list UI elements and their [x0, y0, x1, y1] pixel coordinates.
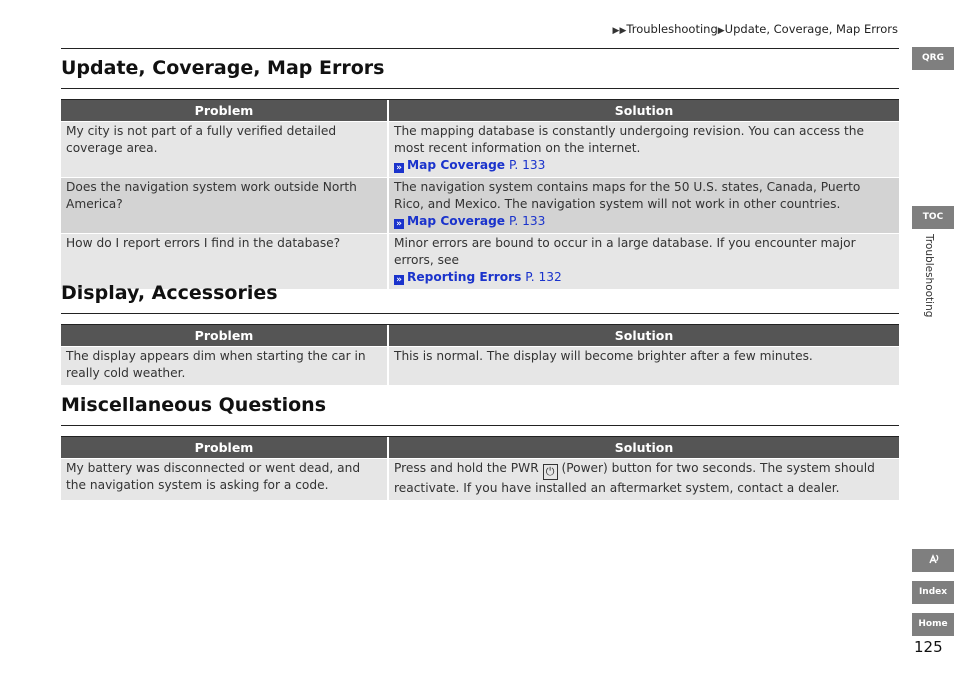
troubleshooting-table [61, 437, 899, 500]
solution-cell: Press and hold the PWR ⏻ (Power) button for two seconds. The system should reactivate. If you have installed an aftermarket system, contact a dealer. [388, 459, 899, 501]
problem-cell: Does the navigation system work outside North America? [61, 178, 388, 234]
problem-cell: My battery was disconnected or went dead, and the navigation system is asking for a code. [61, 459, 388, 501]
table-row [61, 122, 899, 178]
qrg-button[interactable]: QRG [912, 47, 954, 70]
troubleshooting-table [61, 100, 899, 289]
section-display-accessories [61, 274, 899, 385]
table-row [61, 459, 899, 501]
column-header-solution: Solution [388, 437, 899, 459]
home-button[interactable]: Home [912, 613, 954, 636]
reference-arrow-icon: » [394, 275, 404, 285]
index-button[interactable]: Index [912, 581, 954, 604]
column-header-problem: Problem [61, 437, 388, 459]
solution-cell: This is normal. The display will become brighter after a few minutes. [388, 347, 899, 386]
section-title: Update, Coverage, Map Errors [61, 49, 899, 89]
column-header-problem: Problem [61, 100, 388, 122]
toc-button[interactable]: TOC [912, 206, 954, 229]
table-row [61, 347, 899, 386]
chapter-label: Troubleshooting [923, 234, 935, 318]
page-number: 125 [914, 638, 943, 656]
solution-text: Minor errors are bound to occur in a large database. If you encounter major errors, see [394, 236, 856, 267]
breadcrumb-current: Update, Coverage, Map Errors [724, 22, 898, 36]
section-update-coverage [61, 48, 899, 289]
reference-arrow-icon: » [394, 219, 404, 229]
solution-cell [388, 122, 899, 178]
reference-arrow-icon: » [394, 163, 404, 173]
problem-cell: The display appears dim when starting the car in really cold weather. [61, 347, 388, 386]
problem-cell: My city is not part of a fully verified detailed coverage area. [61, 122, 388, 178]
reporting-errors-link[interactable]: » Reporting Errors P. 132 [394, 270, 562, 284]
power-icon: ⏻ [543, 464, 558, 480]
solution-text: The mapping database is constantly undergoing revision. You can access the most recent information on the internet. [394, 124, 865, 155]
solution-cell [388, 178, 899, 234]
column-header-solution: Solution [388, 100, 899, 122]
column-header-problem: Problem [61, 325, 388, 347]
triangle-right-icon: ▶▶ [612, 26, 627, 36]
triangle-right-icon: ▶ [717, 26, 725, 36]
troubleshooting-table [61, 325, 899, 385]
solution-text: The navigation system contains maps for the 50 U.S. states, Canada, Puerto Rico, and Mexico. The navigation system will not work in other countries. [394, 180, 861, 211]
section-miscellaneous [61, 386, 899, 500]
table-row [61, 178, 899, 234]
voice-command-icon [925, 552, 941, 568]
breadcrumb-parent[interactable]: Troubleshooting [626, 22, 718, 36]
column-header-solution: Solution [388, 325, 899, 347]
problem-cell: How do I report errors I find in the database? [61, 234, 388, 290]
map-coverage-link[interactable]: » Map Coverage P. 133 [394, 214, 545, 228]
section-title: Display, Accessories [61, 274, 899, 314]
section-title: Miscellaneous Questions [61, 386, 899, 426]
breadcrumb [613, 22, 898, 36]
map-coverage-link[interactable]: » Map Coverage P. 133 [394, 158, 545, 172]
voice-command-button[interactable] [912, 549, 954, 572]
